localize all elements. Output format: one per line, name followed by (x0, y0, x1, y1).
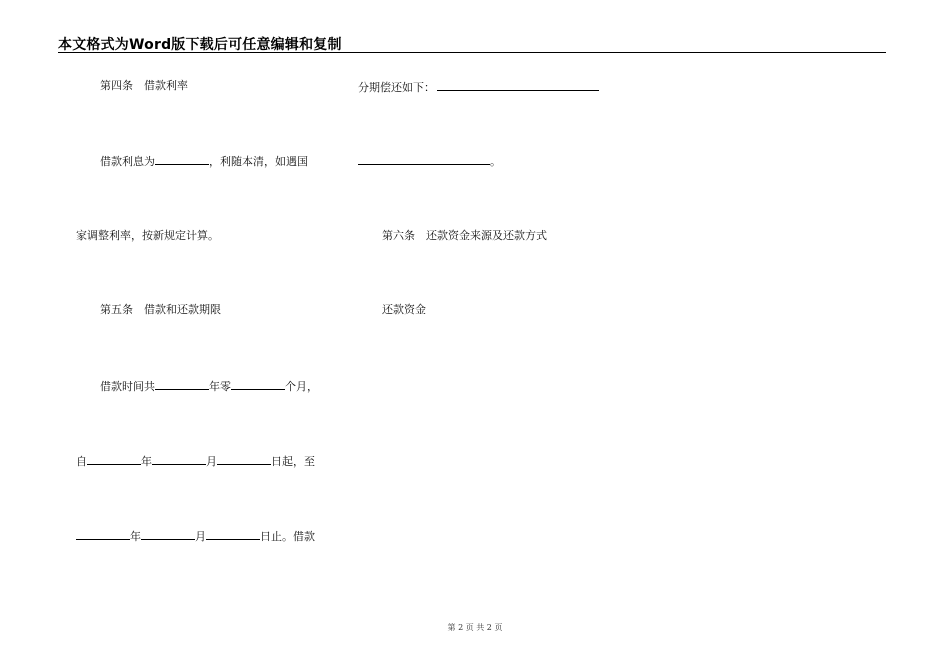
page-header-title: 本文格式为Word版下载后可任意编辑和复制 (58, 37, 342, 53)
end-year-blank (76, 528, 130, 540)
rate-adjust-line: 家调整利率，按新规定计算。 (76, 229, 219, 242)
loan-term-months-blank (231, 378, 285, 390)
start-date-line (76, 453, 315, 469)
end-date-line (76, 528, 315, 544)
end-day-label: 日止。借款 (260, 530, 315, 543)
article-5-title: 第五条 借款和还款期限 (100, 303, 221, 316)
from-label: 自 (76, 455, 87, 468)
months-label: 个月， (285, 380, 318, 393)
installment-end-mark: 。 (490, 155, 501, 168)
end-year-label: 年 (130, 530, 141, 543)
interest-rate-label: 借款利息为 (100, 155, 155, 168)
start-year-blank (87, 453, 141, 465)
header-divider (58, 52, 886, 53)
loan-term-line (100, 378, 318, 394)
installment-blank (437, 79, 599, 91)
installment-label: 分期偿还如下： (358, 81, 435, 94)
years-label: 年零 (209, 380, 231, 393)
loan-term-label: 借款时间共 (100, 380, 155, 393)
installment-continuation-line (358, 153, 501, 169)
start-day-label: 日起，至 (271, 455, 315, 468)
end-month-label: 月 (195, 530, 206, 543)
installment-line (358, 79, 599, 95)
start-month-blank (152, 453, 206, 465)
installment-continuation-blank (358, 153, 490, 165)
interest-rate-text: ，利随本清，如遇国 (209, 155, 308, 168)
loan-term-years-blank (155, 378, 209, 390)
repayment-funds-line: 还款资金 (382, 303, 426, 316)
end-day-blank (206, 528, 260, 540)
interest-rate-line (100, 153, 308, 169)
start-day-blank (217, 453, 271, 465)
start-month-label: 月 (206, 455, 217, 468)
end-month-blank (141, 528, 195, 540)
page-footer: 第 2 页 共 2 页 (447, 623, 503, 632)
start-year-label: 年 (141, 455, 152, 468)
interest-rate-blank (155, 153, 209, 165)
article-4-title: 第四条 借款利率 (100, 79, 188, 92)
article-6-title: 第六条 还款资金来源及还款方式 (382, 229, 547, 242)
